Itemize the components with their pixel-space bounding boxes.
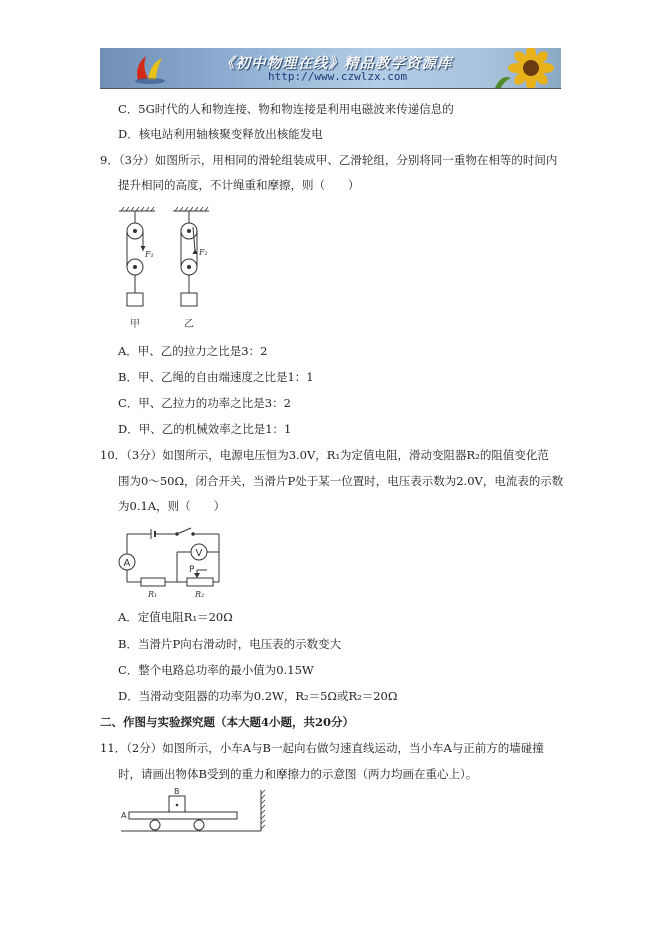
r1-label: R₁ [148, 590, 158, 599]
q9-option-c: C．甲、乙拉力的功率之比是3：2 [118, 396, 291, 410]
circuit-figure [115, 522, 230, 602]
header-banner [100, 48, 561, 89]
slider-p-label: P [189, 565, 195, 575]
site-logo-icon [130, 50, 170, 86]
f1-label: F₁ [145, 250, 154, 259]
q8-option-d: D．核电站利用轴核聚变释放出核能发电 [118, 127, 323, 141]
q8-option-c: C．5G时代的人和物连接、物和物连接是利用电磁波来传递信息的 [118, 102, 454, 116]
jia-label: 甲 [130, 319, 140, 330]
q10-option-b: B．当滑片P向右滑动时，电压表的示数变大 [118, 637, 342, 651]
q10-option-c: C．整个电路总功率的最小值为0.15W [118, 663, 314, 677]
q11-stem-line2: 时，请画出物体B受到的重力和摩擦力的示意图（两力均画在重心上）。 [118, 767, 478, 781]
q9-stem-line1: 9．（3分）如图所示，用相同的滑轮组装成甲、乙滑轮组，分别将同一重物在相等的时间内 [100, 153, 558, 167]
q9-option-b: B．甲、乙绳的自由端速度之比是1：1 [118, 370, 314, 384]
q10-stem-line3: 为0.1A，则（ ） [118, 499, 226, 513]
cart-a-label: A [121, 811, 127, 820]
r2-label: R₂ [195, 590, 205, 599]
block-b-label: B [174, 788, 180, 796]
voltmeter-symbol: V [195, 548, 203, 559]
q10-stem-line1: 10．（3分）如图所示，电源电压恒为3.0V，R₁为定值电阻，滑动变阻器R₂的阻值变化范 [100, 448, 549, 462]
q9-option-a: A．甲、乙的拉力之比是3：2 [118, 344, 268, 358]
pulley-figure [115, 205, 225, 335]
q10-option-d: D．当滑动变阻器的功率为0.2W，R₂＝5Ω或R₂＝20Ω [118, 689, 398, 703]
q9-stem-line2: 提升相同的高度，不计绳重和摩擦，则（ ） [118, 178, 360, 192]
site-title: 《初中物理在线》精品教学资源库 [220, 55, 453, 72]
ammeter-symbol: A [123, 558, 131, 569]
yi-label: 乙 [184, 319, 194, 330]
q9-option-d: D．甲、乙的机械效率之比是1：1 [118, 422, 292, 436]
section-two-heading: 二、作图与实验探究题（本大题4小题，共20分） [100, 715, 355, 729]
f2-label: F₂ [199, 248, 208, 257]
cart-figure [115, 788, 275, 838]
sunflower-icon [481, 48, 561, 88]
q10-stem-line2: 围为0～50Ω，闭合开关，当滑片P处于某一位置时，电压表示数为2.0V，电流表的示数 [118, 474, 564, 488]
site-url: http://www.czwlzx.com [268, 70, 408, 83]
q10-option-a: A．定值电阻R₁＝20Ω [118, 610, 233, 624]
q11-stem-line1: 11．（2分）如图所示，小车A与B一起向右做匀速直线运动，当小车A与正前方的墙碰撞 [100, 741, 544, 755]
